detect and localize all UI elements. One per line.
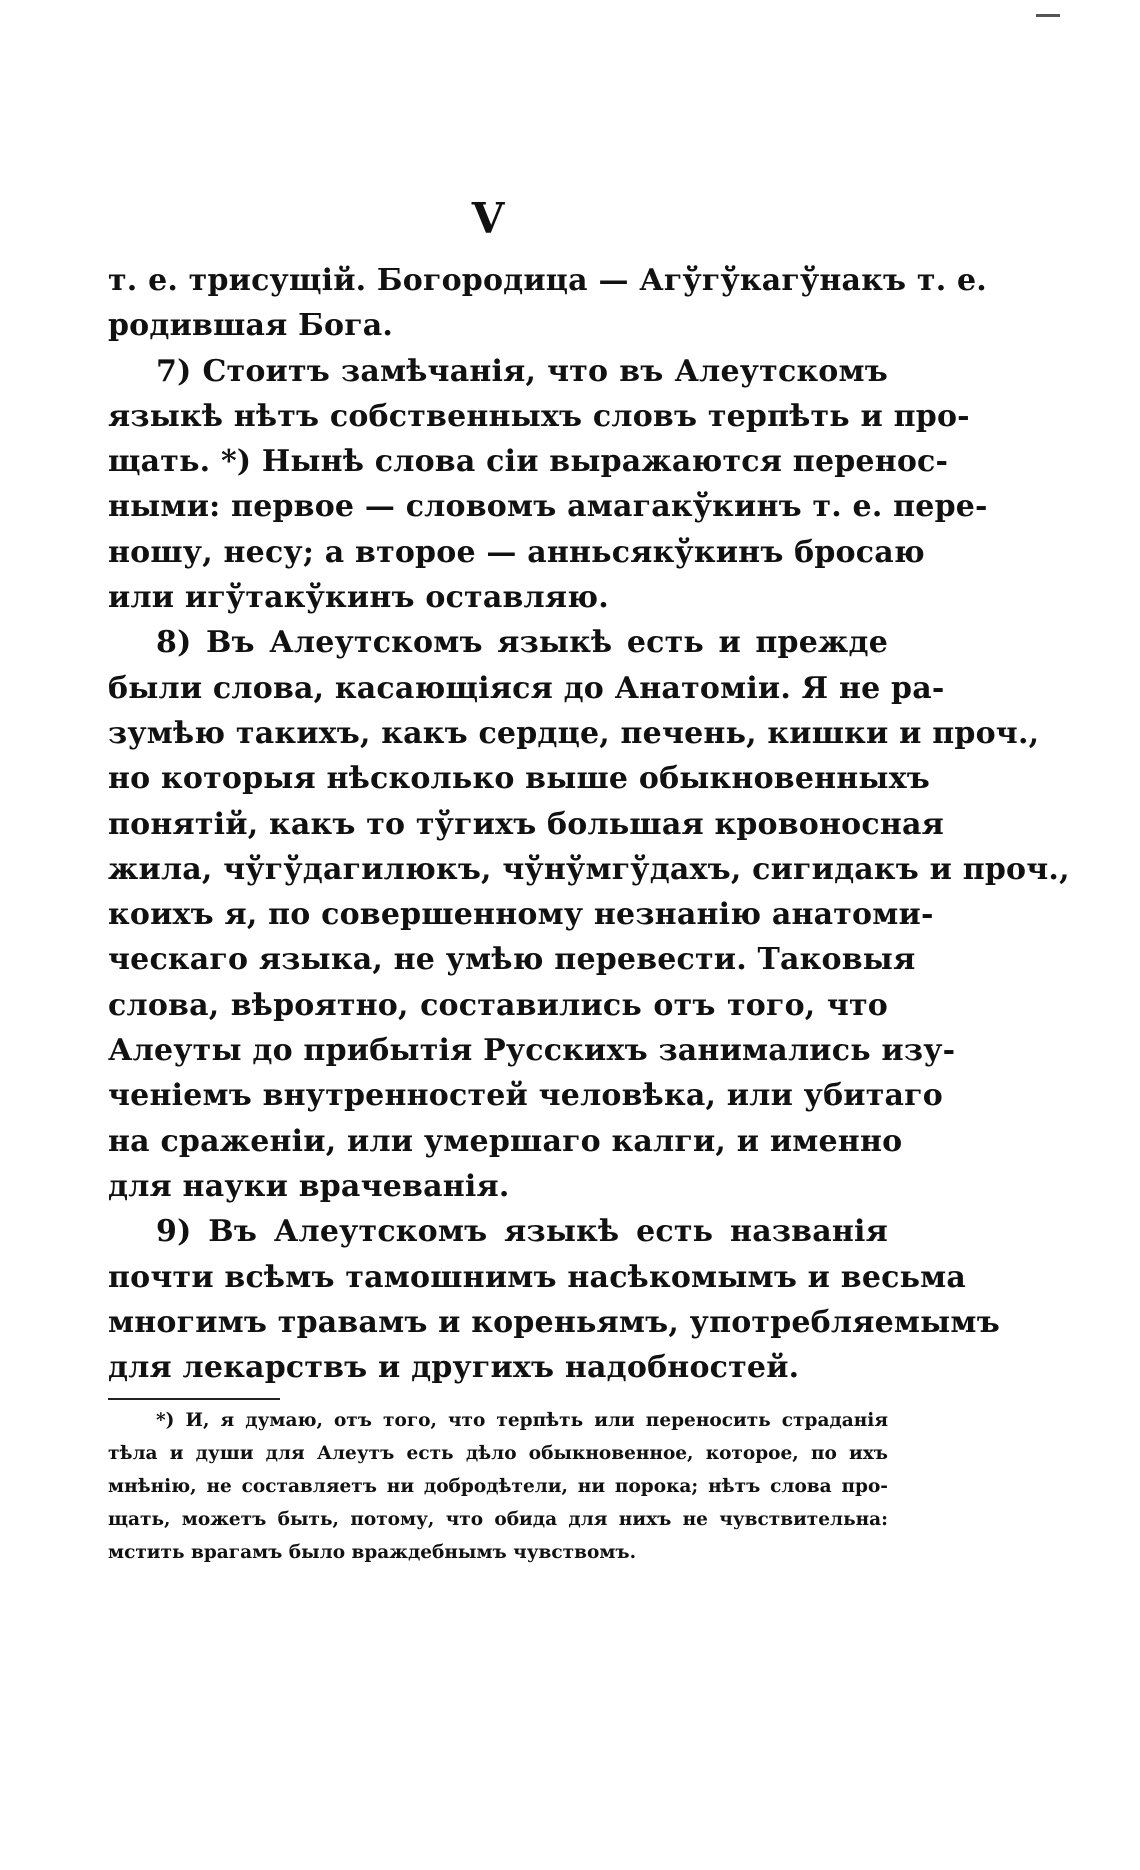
footnote-divider (108, 1398, 280, 1400)
text-line: щать. *) Нынѣ слова сіи выражаются перенос- (108, 444, 949, 480)
text-line: для науки врачеванія. (108, 1168, 510, 1204)
footnote-line: мнѣнію, не составляетъ ни добродѣтели, ни порока; нѣтъ слова про- (108, 1476, 888, 1497)
main-text-block (108, 258, 1070, 1390)
paragraph-7-start: 7) Стоитъ замѣчанія, что въ Алеутскомъ (156, 353, 888, 389)
text-line: коихъ я, по совершенному незнанію анатоми- (108, 897, 934, 933)
text-line: жила, чўгўдагилюкъ, чўнўмгўдахъ, сигидакъ и проч., (108, 851, 1070, 887)
footnote-line: тѣла и души для Алеутъ есть дѣло обыкновенное, которое, по ихъ (108, 1443, 888, 1464)
paragraph-9-start: 9) Въ Алеутскомъ языкѣ есть названія (156, 1214, 888, 1250)
text-line: языкѣ нѣтъ собственныхъ словъ терпѣть и про- (108, 398, 970, 434)
text-line: т. е. трисущій. Богородица — Агўгўкагўнакъ т. е. (108, 263, 987, 298)
page-number: V (471, 194, 505, 243)
text-line: ческаго языка, не умѣю перевести. Таковыя (108, 942, 916, 978)
text-line: почти всѣмъ тамошнимъ насѣкомымъ и весьма (108, 1259, 967, 1295)
text-line: слова, вѣроятно, составились отъ того, что (108, 987, 888, 1023)
text-line: для лекарствъ и другихъ надобностей. (108, 1350, 800, 1386)
text-line: ченіемъ внутренностей человѣка, или убитаго (108, 1078, 943, 1114)
paragraph-8-start: 8) Въ Алеутскомъ языкѣ есть и прежде (156, 625, 888, 661)
text-line: многимъ травамъ и кореньямъ, употребляемымъ (108, 1304, 1000, 1340)
text-line: на сраженіи, или умершаго калги, и именно (108, 1123, 903, 1159)
page-edge-mark (1036, 14, 1060, 17)
text-line: были слова, касающіяся до Анатоміи. Я не ра- (108, 670, 945, 706)
text-line: Алеуты до прибытія Русскихъ занимались изу- (108, 1033, 956, 1069)
text-line: ношу, несу; а второе — анньсякўкинъ бросаю (108, 534, 925, 570)
text-line: ными: первое — словомъ амагакўкинъ т. е. пере- (108, 489, 988, 525)
text-line: или игўтакўкинъ оставляю. (108, 580, 609, 616)
text-line: родившая Бога. (108, 308, 394, 344)
footnote-line: мстить врагамъ было враждебнымъ чувствомъ. (108, 1542, 637, 1563)
text-line: зумѣю такихъ, какъ сердце, печень, кишки и проч., (108, 715, 1040, 751)
footnote-line: щать, можетъ быть, потому, что обида для нихъ не чувствительна: (108, 1509, 888, 1530)
footnote-line: *) И, я думаю, отъ того, что терпѣть или переносить страданія (156, 1410, 888, 1431)
text-line: но которыя нѣсколько выше обыкновенныхъ (108, 761, 931, 797)
footnote-block (108, 1404, 888, 1569)
text-line: понятій, какъ то тўгихъ большая кровоносная (108, 806, 944, 842)
